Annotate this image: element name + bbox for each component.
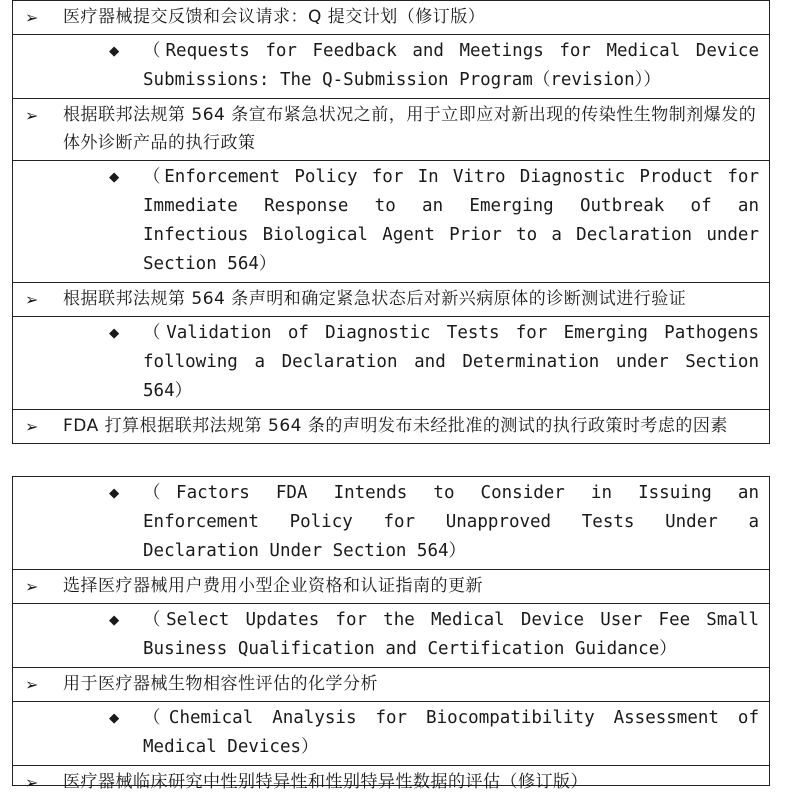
english-title-row bbox=[13, 35, 769, 99]
english-title-row bbox=[13, 702, 769, 766]
chinese-title-row bbox=[13, 570, 769, 604]
chinese-title-text: FDA 打算根据联邦法规第 564 条的声明发布未经批准的测试的执行政策时考虑的因素 bbox=[63, 416, 728, 436]
english-title-row bbox=[13, 161, 769, 283]
chinese-title-row bbox=[13, 410, 769, 443]
guidance-table-lower bbox=[12, 476, 770, 792]
arrow-bullet-icon: ➢ bbox=[25, 773, 39, 792]
arrow-bullet-icon: ➢ bbox=[25, 417, 39, 436]
english-title-text: （Validation of Diagnostic Tests for Emerging Pathogens following a Declaration and Determination under Section 564） bbox=[143, 323, 759, 401]
arrow-bullet-icon: ➢ bbox=[25, 8, 39, 27]
diamond-bullet-icon: ◆ bbox=[109, 708, 120, 728]
english-title-text: （Select Updates for the Medical Device User Fee Small Business Qualification and Certification Guidance） bbox=[143, 610, 759, 659]
chinese-title-row bbox=[13, 766, 769, 799]
english-title-row bbox=[13, 317, 769, 410]
diamond-bullet-icon: ◆ bbox=[109, 610, 120, 630]
english-title-text: （Chemical Analysis for Biocompatibility Assessment of Medical Devices） bbox=[143, 708, 759, 757]
english-title-text: （Requests for Feedback and Meetings for Medical Device Submissions: The Q-Submission Program（revision）） bbox=[143, 41, 759, 90]
chinese-title-text: 选择医疗器械用户费用小型企业资格和认证指南的更新 bbox=[63, 576, 483, 596]
chinese-title-text: 医疗器械提交反馈和会议请求：Q 提交计划（修订版） bbox=[63, 7, 486, 27]
arrow-bullet-icon: ➢ bbox=[25, 106, 39, 125]
arrow-bullet-icon: ➢ bbox=[25, 675, 39, 694]
diamond-bullet-icon: ◆ bbox=[109, 41, 120, 61]
diamond-bullet-icon: ◆ bbox=[109, 167, 120, 187]
chinese-title-row bbox=[13, 1, 769, 35]
diamond-bullet-icon: ◆ bbox=[109, 323, 120, 343]
english-title-text: （Enforcement Policy for In Vitro Diagnostic Product for Immediate Response to an Emerging Outbreak of an Infectious Biological Agent Prior to a Declaration under Section 564） bbox=[143, 167, 759, 274]
english-title-text: （Factors FDA Intends to Consider in Issuing an Enforcement Policy for Unapproved Tests Under a Declaration Under Section 564） bbox=[143, 483, 759, 561]
chinese-title-row bbox=[13, 283, 769, 317]
diamond-bullet-icon: ◆ bbox=[109, 483, 120, 503]
english-title-row bbox=[13, 477, 769, 570]
english-title-row bbox=[13, 604, 769, 668]
guidance-table-upper bbox=[12, 0, 770, 444]
arrow-bullet-icon: ➢ bbox=[25, 290, 39, 309]
chinese-title-text: 医疗器械临床研究中性别特异性和性别特异性数据的评估（修订版） bbox=[63, 772, 588, 792]
chinese-title-text: 根据联邦法规第 564 条宣布紧急状况之前，用于立即应对新出现的传染性生物制剂爆发的体外诊断产品的执行政策 bbox=[63, 105, 757, 153]
chinese-title-text: 根据联邦法规第 564 条声明和确定紧急状态后对新兴病原体的诊断测试进行验证 bbox=[63, 289, 687, 309]
arrow-bullet-icon: ➢ bbox=[25, 577, 39, 596]
chinese-title-row bbox=[13, 99, 769, 161]
chinese-title-row bbox=[13, 668, 769, 702]
chinese-title-text: 用于医疗器械生物相容性评估的化学分析 bbox=[63, 674, 378, 694]
